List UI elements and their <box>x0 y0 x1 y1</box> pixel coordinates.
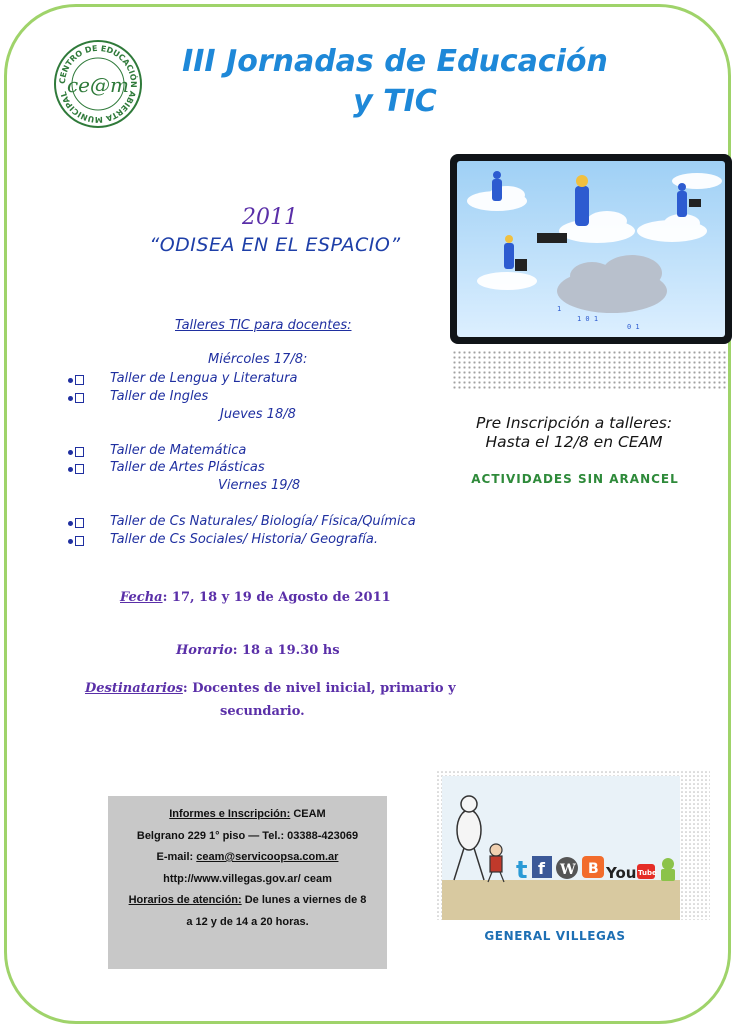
footer-city: GENERAL VILLEGAS <box>484 929 626 943</box>
info-label: Informes e Inscripción: <box>169 808 291 820</box>
taller-item: Taller de Cs Naturales/ Biología/ Física/Química <box>110 514 416 529</box>
info-email-link[interactable]: ceam@servicoopsa.com.ar <box>196 851 339 863</box>
twitter-icon: t <box>516 856 528 884</box>
info-box <box>108 796 387 969</box>
info-email-label: E-mail: <box>156 851 197 863</box>
destinatarios-line-2: secundario. <box>220 704 305 719</box>
clouds-people-image <box>457 161 725 337</box>
bullet <box>68 445 84 458</box>
logo-center-text: ce@m <box>66 73 130 97</box>
sin-arancel: ACTIVIDADES SIN ARANCEL <box>471 472 679 486</box>
info-value: CEAM <box>290 808 326 820</box>
destinatarios-value: : Docentes de nivel inicial, primario y <box>182 681 456 696</box>
taller-item: Taller de Artes Plásticas <box>110 460 265 475</box>
svg-text:1: 1 <box>557 305 562 313</box>
bullet <box>68 516 84 529</box>
bullet <box>68 462 84 475</box>
logo-ring-text: CENTRO DE EDUCACIÓN ABIERTA MUNICIPAL <box>57 43 139 125</box>
page-title <box>160 42 630 122</box>
day-friday: Viernes 19/8 <box>218 478 301 493</box>
bullet <box>68 373 84 386</box>
destinatarios-line <box>85 681 456 696</box>
taller-item: Taller de Matemática <box>110 443 247 458</box>
cloud-computing-illustration <box>450 154 732 344</box>
horario-label: Horario <box>176 643 233 658</box>
destinatarios-label: Destinatarios <box>85 681 183 696</box>
youtube-you-text: You <box>606 864 637 882</box>
taller-item: Taller de Cs Sociales/ Historia/ Geografía. <box>110 532 378 547</box>
horario-value: : 18 a 19.30 hs <box>232 643 340 658</box>
day-wednesday: Miércoles 17/8: <box>208 352 308 367</box>
pre-line-2: Hasta el 12/8 en CEAM <box>485 433 663 451</box>
talleres-heading: Talleres TIC para docentes: <box>175 318 352 333</box>
fecha-label: Fecha <box>120 590 163 605</box>
svg-text:B: B <box>588 861 599 877</box>
year: 2011 <box>242 205 298 230</box>
svg-text:W: W <box>560 862 576 878</box>
taller-item: Taller de Lengua y Literatura <box>110 371 298 386</box>
title-line-1: III Jornadas de Educación <box>182 44 608 79</box>
info-address: Belgrano 229 1° piso — Tel.: 03388-423069 <box>136 829 359 842</box>
taller-item: Taller de Ingles <box>110 389 209 404</box>
info-hours-value-2: a 12 y de 14 a 20 horas. <box>186 915 309 928</box>
subtitle: “ODISEA EN EL ESPACIO” <box>149 234 401 256</box>
info-hours-label: Horarios de atención: <box>128 894 242 906</box>
svg-text:0 1: 0 1 <box>627 323 640 331</box>
info-website[interactable]: http://www.villegas.gov.ar/ ceam <box>163 872 332 885</box>
title-line-2: y TIC <box>353 84 437 119</box>
dotted-reflection <box>452 350 728 390</box>
svg-text:f: f <box>538 859 545 878</box>
social-media-cartoon <box>436 770 710 920</box>
bullet <box>68 391 84 404</box>
svg-text:1 0 1: 1 0 1 <box>577 315 599 323</box>
pre-line-1: Pre Inscripción a talleres: <box>475 414 673 432</box>
day-thursday: Jueves 18/8 <box>220 407 296 422</box>
youtube-tube-text: Tube <box>638 869 657 877</box>
bullet <box>68 534 84 547</box>
horario-line <box>176 643 340 658</box>
fecha-line <box>120 590 391 605</box>
android-icon <box>662 858 674 870</box>
info-hours-value: De lunes a viernes de 8 <box>241 894 367 906</box>
pre-inscripcion <box>445 414 703 452</box>
fecha-value: : 17, 18 y 19 de Agosto de 2011 <box>162 590 391 605</box>
ceam-logo <box>52 38 144 130</box>
